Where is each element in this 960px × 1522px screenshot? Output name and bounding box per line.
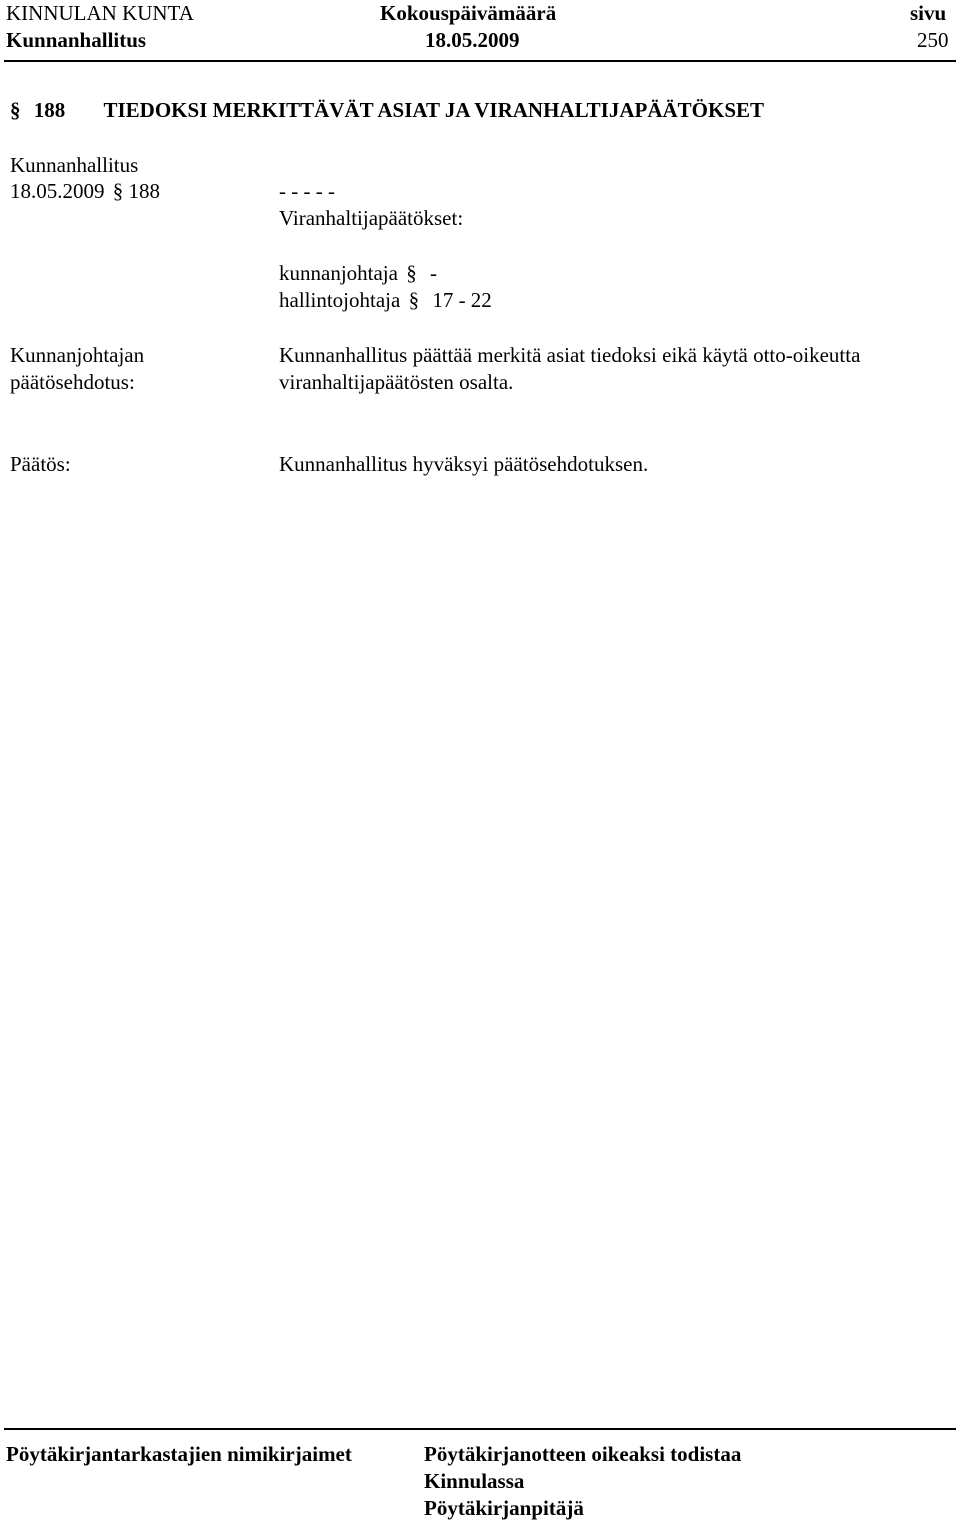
footer-rule (4, 1428, 956, 1430)
body-name: Kunnanhallitus (6, 28, 147, 52)
page-label: sivu (910, 1, 947, 25)
decision-item (279, 286, 492, 314)
municipality-name: KINNULAN KUNTA (6, 1, 194, 25)
decision-label: Päätös: (10, 452, 71, 476)
footer-secretary: Pöytäkirjanpitäjä (424, 1496, 584, 1520)
proposal-text-line2: viranhaltijapäätösten osalta. (279, 370, 514, 394)
page-number: 250 (917, 28, 949, 52)
decision-section-symbol: § (406, 261, 417, 285)
meeting-date-label: Kokouspäivämäärä (380, 1, 557, 25)
decision-section-symbol: § (408, 288, 420, 312)
decision-official: hallintojohtaja (279, 288, 401, 312)
proposal-label-line1: Kunnanjohtajan (10, 343, 145, 367)
footer-certify: Pöytäkirjanotteen oikeaksi todistaa (424, 1442, 742, 1466)
header-rule (4, 60, 956, 62)
proposal-label-line2: päätösehdotus: (10, 370, 135, 394)
reference-dashes: - - - - - (279, 179, 335, 203)
section-title: TIEDOKSI MERKITTÄVÄT ASIAT JA VIRANHALTIJAPÄÄTÖKSET (103, 98, 765, 122)
footer-inspectors: Pöytäkirjantarkastajien nimikirjaimet (6, 1442, 352, 1466)
decision-item (279, 259, 437, 287)
reference-body: Kunnanhallitus (10, 153, 139, 177)
reference-date: 18.05.2009 (10, 179, 105, 203)
meeting-date: 18.05.2009 (425, 28, 520, 52)
decision-official: kunnanjohtaja (279, 261, 398, 285)
reference-section-symbol: § (112, 179, 124, 203)
section-heading (10, 96, 764, 124)
decisions-heading: Viranhaltijapäätökset: (279, 206, 464, 230)
decision-range: - (429, 261, 437, 285)
proposal-text-line1: Kunnanhallitus päättää merkitä asiat tiedoksi eikä käytä otto-oikeutta (279, 343, 861, 367)
section-symbol: § (10, 98, 21, 122)
decision-range: 17 - 22 (432, 288, 492, 312)
decision-text: Kunnanhallitus hyväksyi päätösehdotuksen. (279, 452, 649, 476)
reference-line (10, 177, 160, 205)
footer-place: Kinnulassa (424, 1469, 525, 1493)
section-number: 188 (33, 98, 66, 122)
reference-section-number: 188 (128, 179, 160, 203)
